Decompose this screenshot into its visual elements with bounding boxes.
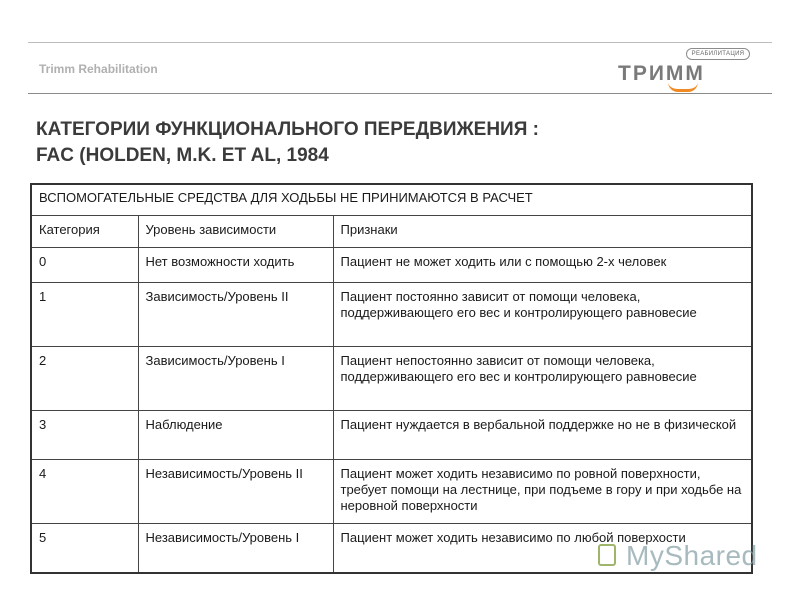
title-line-1: КАТЕГОРИИ ФУНКЦИОНАЛЬНОГО ПЕРЕДВИЖЕНИЯ : <box>36 119 539 140</box>
cell-dependency: Независимость/Уровень I <box>138 523 333 573</box>
cell-dependency: Наблюдение <box>138 410 333 459</box>
cell-category: 5 <box>31 523 138 573</box>
table-row <box>31 282 752 346</box>
cell-category: 2 <box>31 346 138 410</box>
title-line-2: FAC (HOLDEN, M.K. ET AL, 1984 <box>36 145 329 166</box>
table-header-row <box>31 215 752 247</box>
cell-signs: Пациент непостоянно зависит от помощи человека, поддерживающего его вес и контролирующего равновесие <box>333 346 752 410</box>
table-row <box>31 410 752 459</box>
table-row <box>31 459 752 523</box>
cell-dependency: Независимость/Уровень II <box>138 459 333 523</box>
cell-dependency: Нет возможности ходить <box>138 247 333 282</box>
column-header-category: Категория <box>31 215 138 247</box>
presentation-icon <box>598 544 616 566</box>
table-row <box>31 247 752 282</box>
column-header-dependency: Уровень зависимости <box>138 215 333 247</box>
cell-category: 4 <box>31 459 138 523</box>
top-divider <box>28 42 772 43</box>
logo-wordmark: ТРИММ <box>618 62 705 85</box>
column-header-signs: Признаки <box>333 215 752 247</box>
table-note: ВСПОМОГАТЕЛЬНЫЕ СРЕДСТВА ДЛЯ ХОДЬБЫ НЕ ПРИНИМАЮТСЯ В РАСЧЕТ <box>31 184 752 215</box>
watermark-text: MyShared <box>626 540 758 571</box>
cell-signs: Пациент может ходить независимо по ровной поверхности, требует помощи на лестнице, при подъеме в гору и при ходьбе на неровной поверхности <box>333 459 752 523</box>
trimm-logo <box>618 46 758 92</box>
cell-signs: Пациент нуждается в вербальной поддержке но не в физической <box>333 410 752 459</box>
slide-title <box>36 117 736 169</box>
cell-category: 1 <box>31 282 138 346</box>
company-name: Trimm Rehabilitation <box>39 62 158 76</box>
myshared-watermark <box>598 538 768 578</box>
cell-dependency: Зависимость/Уровень I <box>138 346 333 410</box>
table-row <box>31 346 752 410</box>
cell-category: 0 <box>31 247 138 282</box>
header-divider <box>28 93 772 94</box>
logo-smile-arc <box>668 82 698 92</box>
cell-dependency: Зависимость/Уровень II <box>138 282 333 346</box>
fac-table <box>30 183 753 574</box>
cell-signs: Пациент постоянно зависит от помощи человека, поддерживающего его вес и контролирующего равновесие <box>333 282 752 346</box>
cell-category: 3 <box>31 410 138 459</box>
logo-badge: РЕАБИЛИТАЦИЯ <box>686 48 750 60</box>
cell-signs: Пациент может ходить независимо по любой поверхости <box>333 523 752 573</box>
cell-signs: Пациент не может ходить или с помощью 2-х человек <box>333 247 752 282</box>
table-note-row <box>31 184 752 215</box>
